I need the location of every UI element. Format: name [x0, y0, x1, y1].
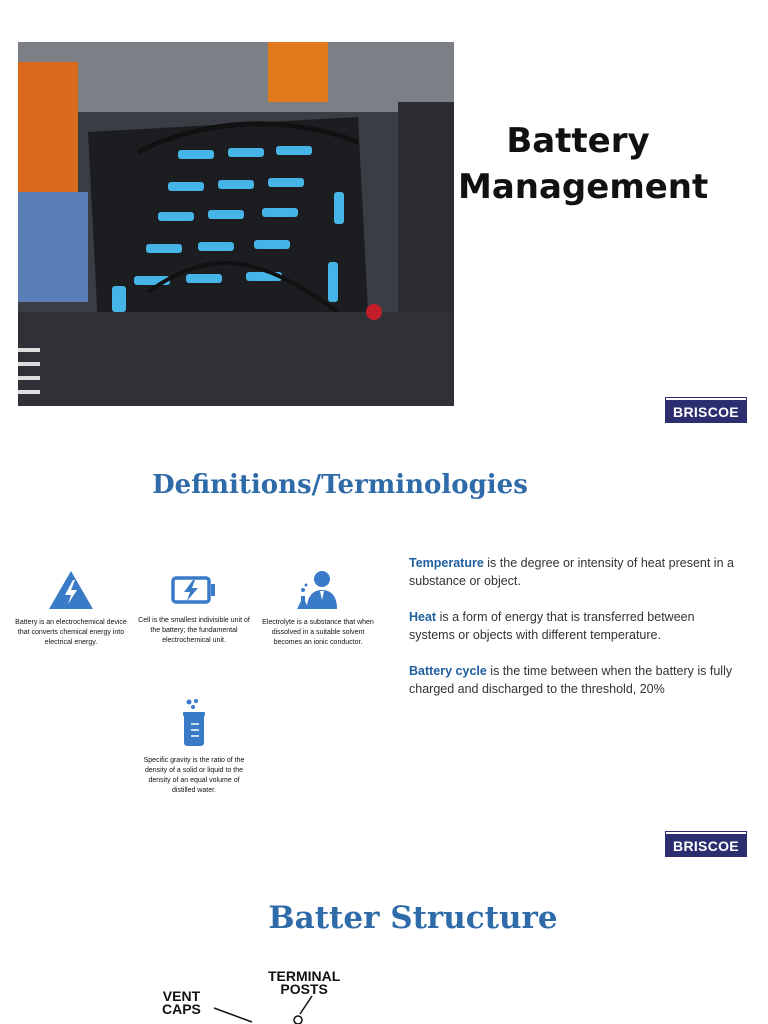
page-title: [458, 118, 709, 210]
term-battery: [15, 570, 127, 648]
definition-heat: [409, 608, 739, 644]
vent-caps-label: [162, 990, 201, 1016]
section-heading: Batter Structure: [268, 900, 558, 936]
label-line: CAPS: [162, 1001, 201, 1017]
title-line-1: Battery: [506, 121, 650, 161]
definition-text: is the degree or intensity of heat present in a substance or object.: [409, 556, 734, 588]
term-description: Cell is the smallest indivisible unit of the battery; the fundamental electrochemical unit.: [138, 617, 250, 644]
term-specific-gravity: [138, 698, 250, 796]
slide-battery-management: [0, 0, 768, 430]
definitions-list: [409, 554, 739, 716]
term-electrolyte: [262, 570, 374, 648]
section-heading: Definitions/Terminologies: [152, 470, 528, 500]
title-line-2: Management: [458, 167, 709, 207]
scientist-icon: [295, 570, 341, 610]
term-description: Specific gravity is the ratio of the density of a solid or liquid to the density of an equal volume of distilled water.: [143, 757, 245, 794]
definition-battery-cycle: [409, 662, 739, 698]
beaker-icon: [171, 698, 217, 748]
term-cell: [138, 572, 250, 646]
high-voltage-icon: [48, 570, 94, 610]
structure-diagram-leaders: [200, 992, 330, 1024]
briscoe-logo: BRISCOE: [666, 832, 746, 856]
label-line: VENT: [162, 988, 201, 1004]
battery-charging-icon: [171, 572, 217, 608]
label-line: POSTS: [280, 981, 328, 997]
term-description: Battery is an electrochemical device that converts chemical energy into electrical energy.: [15, 619, 127, 646]
term-description: Electrolyte is a substance that when dissolved in a suitable solvent becomes an ionic conductor.: [262, 619, 374, 646]
definition-term: Heat: [409, 610, 437, 624]
slide-definitions: [0, 430, 768, 862]
forklift-battery-photo: [18, 42, 454, 406]
label-line: TERMINAL: [268, 968, 341, 984]
definition-text: is a form of energy that is transferred between systems or objects with different temperature.: [409, 610, 695, 642]
definition-term: Battery cycle: [409, 664, 487, 678]
slide-battery-structure: [0, 862, 768, 1024]
definition-temperature: [409, 554, 739, 590]
definition-text: is the time between when the battery is fully charged and discharged to the threshold, 20%: [409, 664, 733, 696]
briscoe-logo: BRISCOE: [666, 398, 746, 422]
definition-term: Temperature: [409, 556, 484, 570]
